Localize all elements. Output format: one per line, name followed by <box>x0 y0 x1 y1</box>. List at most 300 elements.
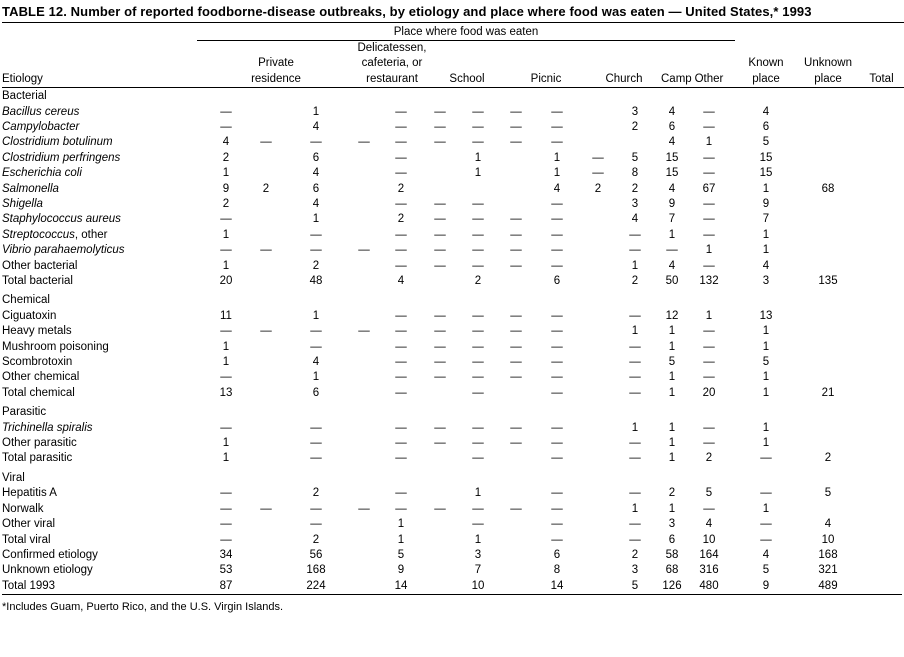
table-cell: 4 <box>762 259 770 272</box>
table-cell: — <box>703 502 715 515</box>
table-cell: — <box>472 259 484 272</box>
table-cell: — <box>551 197 563 210</box>
table-cell <box>587 436 609 451</box>
table-cell: 4 <box>312 167 320 180</box>
table-row <box>2 105 904 120</box>
table-cell <box>373 289 429 308</box>
col-header-picnic: Picnic <box>530 72 562 85</box>
table-cell: — <box>472 197 484 210</box>
table-cell: 2 <box>594 182 602 195</box>
table-cell: — <box>703 151 715 164</box>
table-cell: — <box>220 105 232 118</box>
table-row <box>2 259 904 274</box>
table-cell: 1 <box>762 244 770 257</box>
table-cell: 15 <box>759 167 773 180</box>
table-cell <box>859 197 904 212</box>
table-cell: — <box>551 421 563 434</box>
table-cell: — <box>220 213 232 226</box>
table-cell: — <box>472 213 484 226</box>
table-cell <box>859 486 904 501</box>
table-cell <box>255 228 277 243</box>
table-cell <box>859 324 904 339</box>
table-cell <box>255 401 277 420</box>
table-cell <box>505 197 527 212</box>
table-cell <box>859 421 904 436</box>
row-label: Heavy metals <box>2 325 72 338</box>
row-label: Chemical <box>2 294 50 307</box>
table-row <box>2 579 904 594</box>
foodborne-outbreaks-table <box>2 22 904 595</box>
table-cell <box>683 289 735 308</box>
table-cell <box>859 243 904 258</box>
table-cell <box>355 355 373 370</box>
table-cell: 1 <box>762 325 770 338</box>
table-cell: 4 <box>762 548 770 561</box>
table-cell <box>255 467 277 486</box>
table-cell: — <box>551 309 563 322</box>
table-cell <box>735 289 797 308</box>
table-cell: 5 <box>705 487 713 500</box>
table-row <box>2 421 904 436</box>
table-cell: 1 <box>553 167 561 180</box>
table-row <box>2 166 904 181</box>
table-cell <box>429 563 451 578</box>
table-cell: — <box>434 371 446 384</box>
table-cell: 3 <box>762 275 770 287</box>
table-cell <box>797 120 859 135</box>
table-cell: 2 <box>312 533 320 546</box>
table-cell <box>797 259 859 274</box>
table-cell: 1 <box>762 371 770 384</box>
table-cell <box>859 548 904 563</box>
table-cell: — <box>395 340 407 353</box>
table-cell <box>797 212 859 227</box>
table-cell: 1 <box>705 309 713 322</box>
table-cell: — <box>760 452 772 465</box>
table-cell: 4 <box>312 120 320 133</box>
table-cell: 1 <box>474 151 482 164</box>
table-cell: — <box>395 309 407 322</box>
table-cell <box>587 355 609 370</box>
row-label: Parasitic <box>2 406 47 419</box>
table-cell: 1 <box>222 259 230 272</box>
table-cell: — <box>703 228 715 241</box>
table-cell: 2 <box>705 452 713 465</box>
table-cell <box>587 120 609 135</box>
table-cell: 2 <box>222 197 230 210</box>
table-cell <box>505 274 527 289</box>
table-cell <box>505 467 527 486</box>
row-label: Total chemical <box>2 386 75 399</box>
table-cell <box>355 533 373 548</box>
table-cell: 5 <box>762 564 770 577</box>
table-cell <box>661 289 683 308</box>
table-cell: 2 <box>631 182 639 195</box>
table-cell: — <box>551 452 563 465</box>
table-cell <box>373 89 429 104</box>
table-cell: — <box>310 244 322 257</box>
table-cell: 8 <box>553 564 561 577</box>
table-cell <box>587 502 609 517</box>
table-cell: — <box>551 356 563 369</box>
table-cell: 4 <box>668 182 676 195</box>
table-cell <box>587 563 609 578</box>
table-cell: 1 <box>222 356 230 369</box>
table-cell <box>609 89 661 104</box>
table-cell <box>797 135 859 150</box>
table-cell: 1 <box>397 518 405 531</box>
table-cell: 67 <box>702 182 716 195</box>
table-cell <box>859 309 904 324</box>
row-label: Total viral <box>2 533 51 546</box>
table-cell: 10 <box>471 579 485 592</box>
table-cell <box>609 401 661 420</box>
row-label: Campylobacter <box>2 120 80 133</box>
table-cell: 1 <box>312 105 320 118</box>
table-cell: 1 <box>668 386 676 399</box>
table-cell: — <box>395 244 407 257</box>
table-cell: — <box>510 136 522 149</box>
table-cell: — <box>220 244 232 257</box>
row-label: Other viral <box>2 518 56 531</box>
table-cell: — <box>472 371 484 384</box>
table-cell <box>609 467 661 486</box>
table-cell <box>661 89 683 104</box>
col-header-total: Total <box>869 72 894 85</box>
table-cell <box>429 166 451 181</box>
table-cell: 1 <box>222 437 230 450</box>
table-cell: — <box>551 244 563 257</box>
table-cell <box>587 289 609 308</box>
table-cell <box>797 289 859 308</box>
row-label: Bacillus cereus <box>2 105 80 118</box>
table-cell: 14 <box>550 579 564 592</box>
table-cell: 11 <box>220 309 232 322</box>
table-cell <box>735 89 797 104</box>
table-cell <box>355 517 373 532</box>
table-cell: — <box>703 340 715 353</box>
table-cell: 58 <box>665 548 679 561</box>
row-label: Total bacterial <box>2 275 73 287</box>
table-row <box>2 548 904 563</box>
table-cell: 1 <box>553 151 561 164</box>
table-cell <box>797 151 859 166</box>
table-cell <box>451 467 505 486</box>
table-cell: — <box>434 309 446 322</box>
table-cell: — <box>434 356 446 369</box>
table-cell: 7 <box>474 564 482 577</box>
table-row <box>2 340 904 355</box>
table-cell <box>355 401 373 420</box>
table-cell <box>587 451 609 466</box>
table-cell: 2 <box>397 182 405 195</box>
table-cell: — <box>260 502 272 515</box>
table-cell: — <box>551 136 563 149</box>
table-cell: — <box>551 533 563 546</box>
table-cell: 9 <box>222 182 230 195</box>
table-cell: — <box>510 340 522 353</box>
table-cell <box>277 89 355 104</box>
table-cell: — <box>472 136 484 149</box>
table-cell: — <box>260 325 272 338</box>
table-cell: 8 <box>631 167 639 180</box>
row-label: Ciguatoxin <box>2 309 57 322</box>
table-cell <box>859 451 904 466</box>
table-cell <box>797 436 859 451</box>
table-cell: 21 <box>821 386 835 399</box>
table-cell: 2 <box>668 487 676 500</box>
table-cell: — <box>472 518 484 531</box>
row-label: Confirmed etiology <box>2 548 98 561</box>
table-cell <box>683 89 735 104</box>
table-cell <box>355 467 373 486</box>
table-cell <box>859 467 904 486</box>
table-cell: — <box>629 452 641 465</box>
table-cell <box>587 135 609 150</box>
table-cell <box>355 340 373 355</box>
table-cell: 15 <box>665 167 679 180</box>
table-cell <box>859 355 904 370</box>
table-cell: 1 <box>312 309 320 322</box>
table-cell: 3 <box>631 197 639 210</box>
table-cell <box>355 289 373 308</box>
table-cell <box>587 259 609 274</box>
table-cell: 2 <box>262 182 270 195</box>
row-label: Unknown etiology <box>2 564 93 577</box>
table-cell: 9 <box>668 197 676 210</box>
table-cell <box>859 370 904 385</box>
table-cell: — <box>220 533 232 546</box>
table-cell: 9 <box>762 579 770 592</box>
table-cell: 1 <box>668 502 676 515</box>
table-cell: — <box>395 197 407 210</box>
table-cell <box>859 401 904 420</box>
table-cell: — <box>551 518 563 531</box>
table-cell <box>587 309 609 324</box>
table-cell <box>587 105 609 120</box>
table-cell <box>355 579 373 594</box>
table-cell <box>859 166 904 181</box>
table-cell <box>429 289 451 308</box>
table-cell: — <box>629 356 641 369</box>
table-cell: 2 <box>222 151 230 164</box>
table-cell <box>683 401 735 420</box>
table-cell: 1 <box>222 340 230 353</box>
table-cell: 4 <box>631 213 639 226</box>
table-cell: — <box>551 228 563 241</box>
table-cell <box>505 166 527 181</box>
table-cell <box>355 386 373 401</box>
table-cell <box>587 243 609 258</box>
table-cell <box>859 502 904 517</box>
table-cell <box>859 517 904 532</box>
table-cell <box>797 243 859 258</box>
table-cell <box>373 401 429 420</box>
table-cell: 34 <box>219 548 233 561</box>
table-cell: 2 <box>474 275 482 287</box>
table-cell: 5 <box>668 356 676 369</box>
table-cell <box>429 533 451 548</box>
table-cell <box>797 502 859 517</box>
table-cell <box>255 166 277 181</box>
page-title: TABLE 12. Number of reported foodborne-disease outbreaks, by etiology and place where food was eaten — United States,* 1993 <box>2 4 812 19</box>
table-cell: 3 <box>668 518 676 531</box>
table-cell <box>255 579 277 594</box>
table-cell: — <box>629 340 641 353</box>
table-cell: — <box>434 136 446 149</box>
table-cell: — <box>703 167 715 180</box>
table-cell <box>255 120 277 135</box>
table-cell <box>355 120 373 135</box>
table-cell: 7 <box>668 213 676 226</box>
table-row <box>2 135 904 150</box>
table-cell <box>197 401 255 420</box>
table-cell: — <box>310 325 322 338</box>
table-row <box>2 451 904 466</box>
table-cell <box>255 486 277 501</box>
table-cell: 4 <box>312 356 320 369</box>
table-cell: 5 <box>762 356 770 369</box>
table-row <box>2 228 904 243</box>
table-cell: — <box>310 228 322 241</box>
table-cell <box>355 259 373 274</box>
table-row <box>2 212 904 227</box>
table-cell <box>355 451 373 466</box>
table-cell <box>859 274 904 289</box>
table-cell: — <box>434 228 446 241</box>
table-cell: 2 <box>824 452 832 465</box>
table-cell: — <box>310 452 322 465</box>
table-cell: — <box>551 371 563 384</box>
table-cell: 1 <box>474 487 482 500</box>
table-cell <box>505 151 527 166</box>
table-cell <box>859 289 904 308</box>
table-cell <box>797 340 859 355</box>
table-cell: 4 <box>762 105 770 118</box>
table-cell: 1 <box>668 340 676 353</box>
table-cell: 321 <box>818 564 838 577</box>
table-cell: 4 <box>553 182 561 195</box>
table-cell: 1 <box>668 452 676 465</box>
table-cell: 3 <box>631 105 639 118</box>
table-cell: 56 <box>309 548 323 561</box>
table-cell <box>255 89 277 104</box>
table-cell: — <box>510 228 522 241</box>
table-cell <box>505 451 527 466</box>
table-cell <box>429 517 451 532</box>
row-label: Clostridium perfringens <box>2 151 121 164</box>
table-cell <box>859 89 904 104</box>
table-cell <box>355 212 373 227</box>
table-cell <box>859 182 904 197</box>
table-cell: 1 <box>631 502 639 515</box>
table-body <box>2 89 904 594</box>
table-cell <box>609 289 661 308</box>
table-cell <box>255 340 277 355</box>
table-row <box>2 120 904 135</box>
row-label: Total parasitic <box>2 452 73 465</box>
table-cell <box>255 212 277 227</box>
table-cell: — <box>760 533 772 546</box>
table-cell: — <box>551 340 563 353</box>
table-cell: 1 <box>762 340 770 353</box>
table-cell: 1 <box>668 421 676 434</box>
table-cell: — <box>472 325 484 338</box>
table-cell <box>277 401 355 420</box>
table-cell: — <box>220 421 232 434</box>
table-row <box>2 324 904 339</box>
table-cell: — <box>510 502 522 515</box>
table-cell <box>859 533 904 548</box>
table-cell <box>859 259 904 274</box>
table-cell <box>587 340 609 355</box>
table-cell: — <box>472 120 484 133</box>
table-cell <box>505 579 527 594</box>
table-cell: 3 <box>631 564 639 577</box>
table-cell: — <box>472 228 484 241</box>
table-cell: — <box>551 213 563 226</box>
table-cell <box>505 517 527 532</box>
table-cell: — <box>703 213 715 226</box>
table-cell: — <box>510 356 522 369</box>
table-cell <box>587 212 609 227</box>
table-row <box>2 533 904 548</box>
table-cell: 1 <box>705 244 713 257</box>
table-cell <box>505 401 527 420</box>
table-cell: 7 <box>762 213 770 226</box>
table-cell: — <box>551 487 563 500</box>
table-cell: 12 <box>665 309 679 322</box>
table-cell <box>355 563 373 578</box>
table-cell: 4 <box>312 197 320 210</box>
table-cell: — <box>434 259 446 272</box>
table-cell: — <box>629 437 641 450</box>
table-row <box>2 486 904 501</box>
table-cell: 4 <box>668 259 676 272</box>
table-cell <box>587 421 609 436</box>
table-cell: 1 <box>762 182 770 195</box>
table-cell <box>797 401 859 420</box>
table-cell <box>587 324 609 339</box>
col-header-unknown-place: Unknown place <box>804 57 852 85</box>
table-row <box>2 289 904 308</box>
table-cell: — <box>551 502 563 515</box>
table-cell: 2 <box>631 275 639 287</box>
row-label: Viral <box>2 471 25 484</box>
table-cell: 10 <box>821 533 835 546</box>
table-cell: — <box>551 325 563 338</box>
table-cell <box>355 89 373 104</box>
table-cell: 68 <box>665 564 679 577</box>
table-cell: 480 <box>699 579 719 592</box>
table-cell: — <box>703 356 715 369</box>
table-cell: 1 <box>668 371 676 384</box>
table-cell: — <box>395 228 407 241</box>
table-cell <box>797 309 859 324</box>
table-cell <box>859 105 904 120</box>
table-cell: — <box>434 340 446 353</box>
table-cell: 2 <box>397 213 405 226</box>
table-cell: — <box>551 437 563 450</box>
table-cell: 1 <box>631 421 639 434</box>
table-cell <box>277 289 355 308</box>
table-cell <box>255 197 277 212</box>
table-cell: 1 <box>312 213 320 226</box>
table-cell: — <box>629 533 641 546</box>
table-cell <box>255 309 277 324</box>
table-cell <box>197 289 255 308</box>
table-cell <box>255 355 277 370</box>
